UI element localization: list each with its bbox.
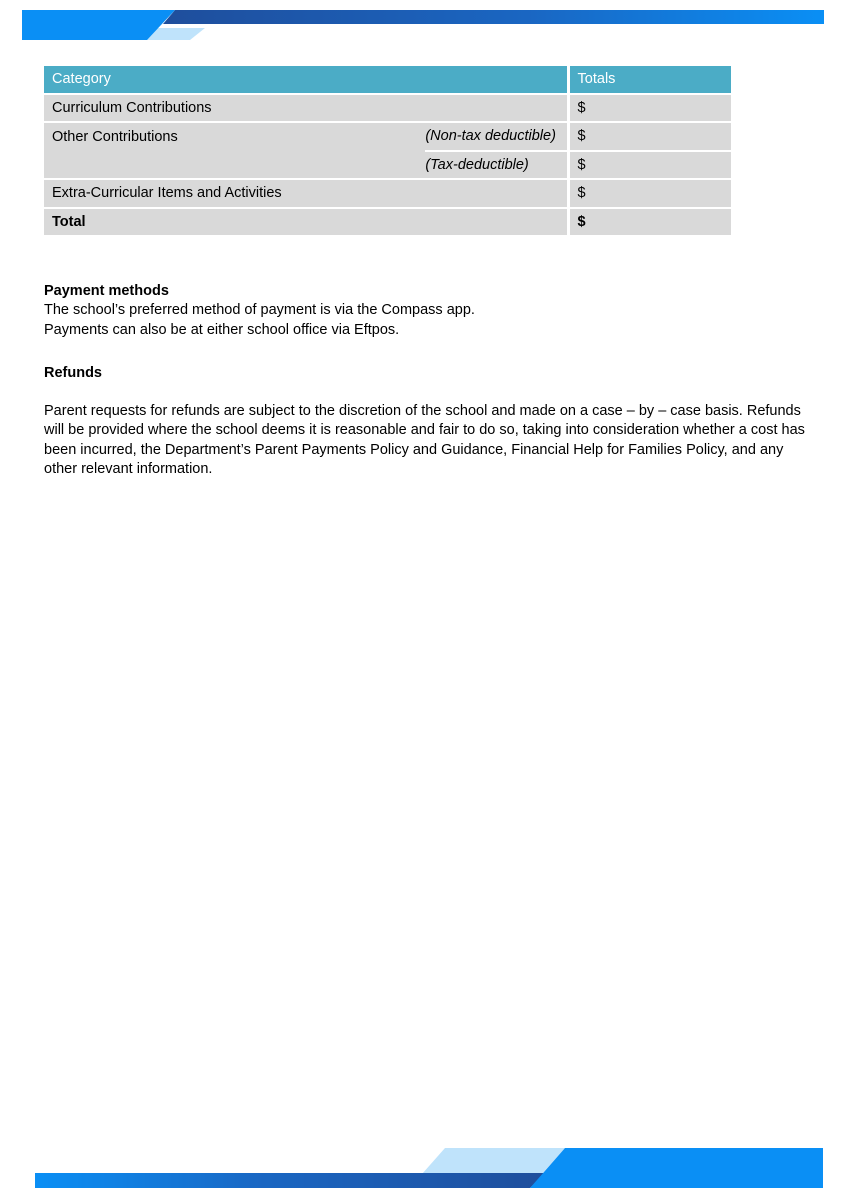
- header-banner: [0, 0, 848, 45]
- row-subcategory: (Tax-deductible): [425, 152, 566, 181]
- footer-banner-bright-block: [530, 1148, 823, 1188]
- refunds-body: Parent requests for refunds are subject to the discretion of the school and made on a case – by – case basis. Refunds will be provided where the school deems it is reasonable and fair to do so, taking into consideration whether a cost has been incurred, the Department’s Parent Payments Policy and Guidance, Financial Help for Families Policy, and any other relevant information.: [44, 403, 805, 477]
- total-subcategory: [425, 209, 566, 238]
- row-total: $: [567, 180, 731, 209]
- refunds-body-section: [44, 402, 814, 479]
- header-category: Category: [44, 66, 567, 95]
- parent-payments-table: [44, 66, 731, 237]
- row-subcategory: [425, 95, 566, 124]
- payment-methods-line: The school’s preferred method of payment is via the Compass app.: [44, 302, 475, 319]
- table-row: [44, 123, 731, 152]
- row-total: $: [567, 152, 731, 181]
- payment-methods-heading: Payment methods: [44, 283, 169, 299]
- total-value: $: [567, 209, 731, 238]
- payment-methods-section: [44, 282, 814, 340]
- table-row: [44, 95, 731, 124]
- row-subcategory: (Non-tax deductible): [425, 123, 566, 152]
- row-category: Extra-Curricular Items and Activities: [44, 180, 425, 209]
- footer-banner-light-stripe: [422, 1148, 565, 1174]
- footer-banner: [0, 1140, 848, 1195]
- total-label: Total: [44, 209, 425, 238]
- row-category: Curriculum Contributions: [44, 95, 425, 124]
- row-total: $: [567, 95, 731, 124]
- header-totals: Totals: [567, 66, 731, 95]
- table-header-row: [44, 66, 731, 95]
- refunds-heading: Refunds: [44, 365, 102, 381]
- row-category: [44, 152, 425, 181]
- footer-banner-gradient-bar: [35, 1173, 545, 1188]
- header-banner-gradient-bar: [163, 10, 824, 24]
- payment-methods-line: Payments can also be at either school office via Eftpos.: [44, 321, 400, 338]
- row-subcategory: [425, 180, 566, 209]
- refunds-section: [44, 364, 814, 383]
- table-row: [44, 152, 731, 181]
- row-category: Other Contributions: [44, 123, 425, 152]
- table-row: [44, 180, 731, 209]
- table-total-row: [44, 209, 731, 238]
- row-total: $: [567, 123, 731, 152]
